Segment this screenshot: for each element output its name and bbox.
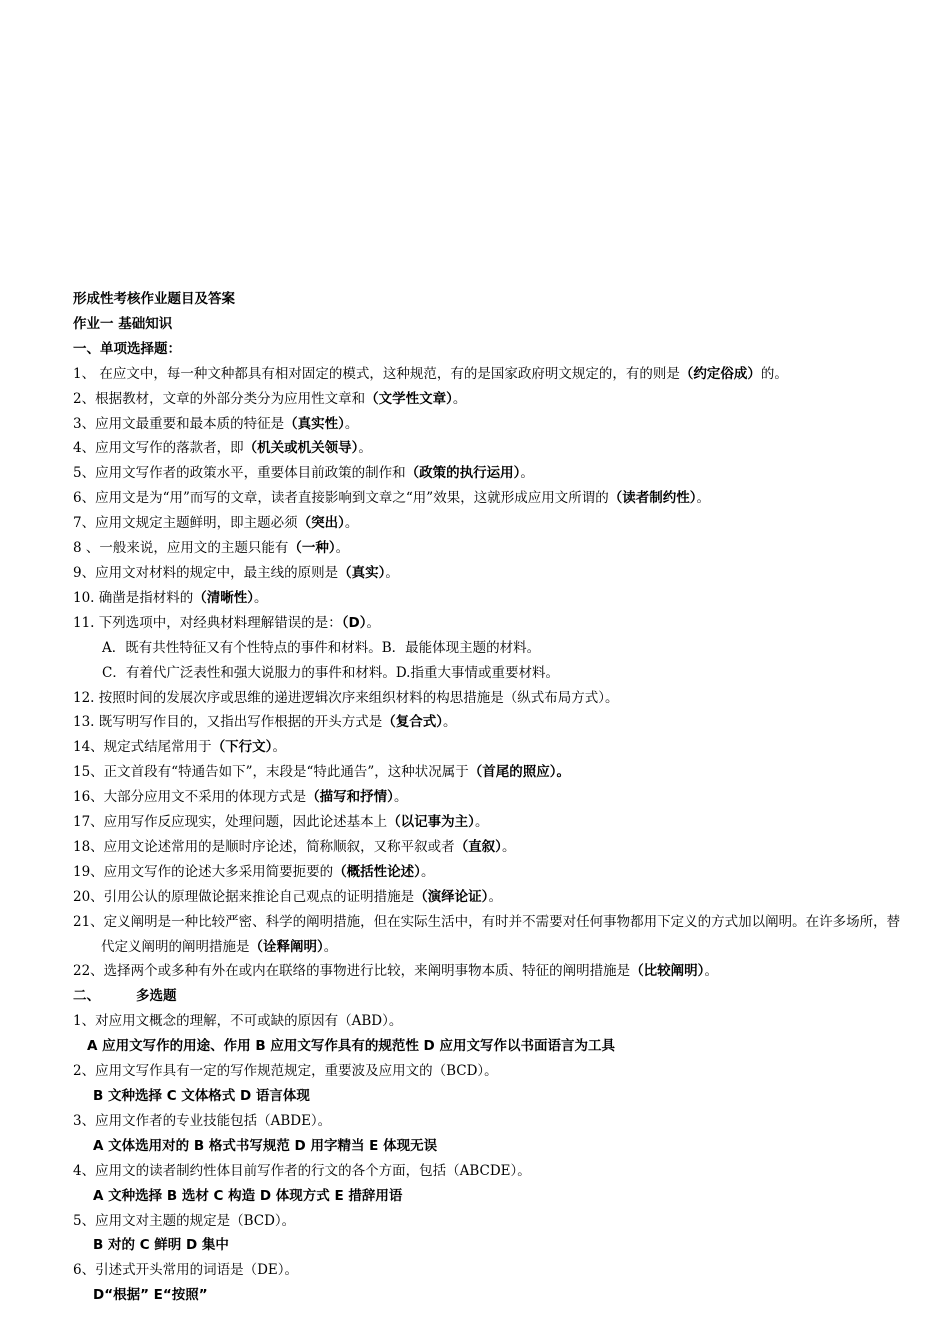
question-11-options-ab: A．既有共性特征又有个性特点的事件和材料。B．最能体现主题的材料。: [102, 639, 541, 656]
answer: （D）: [341, 614, 367, 631]
multi-question-1: 1、对应用文概念的理解，不可或缺的原因有（ABD）。: [73, 1013, 403, 1030]
question-4: 4、应用文写作的落款者，即（机关或机关领导）。: [73, 440, 372, 457]
answer: （下行文）: [211, 739, 273, 756]
multi-question-6: 6、引述式开头常用的词语是（DE）。: [73, 1262, 299, 1279]
question-12: 12. 按照时间的发展次序或思维的递进逻辑次序来组织材料的构思措施是（纵式布局方式）。: [73, 689, 619, 706]
question-21: 21、定义阐明是一种比较严密、科学的阐明措施，但在实际生活中，有时并不需要对任何事物都用下定义的方式加以阐明。在许多场所，替代定义阐明的阐明措施是（诠释阐明）。: [73, 913, 901, 955]
assignment-heading: 作业一 基础知识: [73, 315, 173, 332]
answer: （真实性）: [284, 415, 345, 432]
multi-question-2: 2、应用文写作具有一定的写作规范规定，重要波及应用文的（BCD）。: [73, 1063, 498, 1080]
section-multi-choice-heading: 二、 多选题: [73, 988, 177, 1005]
question-11-options-cd: C．有着代广泛表性和强大说服力的事件和材料。D.指重大事情或重要材料。: [102, 664, 559, 681]
answer: （比较阐明）: [630, 963, 705, 980]
answer: （文学性文章）: [365, 390, 453, 407]
question-16: 16、大部分应用文不采用的体现方式是（描写和抒情）。: [73, 789, 408, 806]
question-3: 3、应用文最重要和最本质的特征是（真实性）。: [73, 415, 359, 432]
answer: （真实）: [338, 564, 386, 581]
question-19: 19、应用文写作的论述大多采用简要扼要的（概括性论述）。: [73, 863, 435, 880]
multi-answer-2: B 文种选择 C 文体格式 D 语言体现: [93, 1088, 310, 1104]
answer: （读者制约性）: [608, 490, 697, 507]
question-1: 1、 在应文中，每一种文种都具有相对固定的模式，这种规范，有的是国家政府明文规定的，有的则是（约定俗成）的。: [73, 365, 788, 382]
question-6: 6、应用文是为“用”而写的文章，读者直接影响到文章之“用”效果，这就形成应用文所谓的（读者制约性）。: [73, 490, 710, 507]
answer: （演绎论证）: [414, 888, 489, 905]
question-9: 9、应用文对材料的规定中，最主线的原则是（真实）。: [73, 564, 399, 581]
multi-answer-3: A 文体选用对的 B 格式书写规范 D 用字精当 E 体现无误: [93, 1137, 438, 1154]
answer: （机关或机关领导）: [243, 440, 359, 457]
answer: （概括性论述）: [333, 863, 421, 880]
question-22: 22、选择两个或多种有外在或内在联络的事物进行比较，来阐明事物本质、特征的阐明措施是（比较阐明）。: [73, 963, 718, 980]
multi-answer-5: B 对的 C 鲜明 D 集中: [93, 1237, 229, 1254]
multi-answer-4: A 文种选择 B 选材 C 构造 D 体现方式 E 措辞用语: [93, 1187, 403, 1204]
document-title: 形成性考核作业题目及答案: [73, 291, 235, 307]
answer: （直叙）: [454, 838, 502, 855]
question-2: 2、根据教材，文章的外部分类分为应用性文章和（文学性文章）。: [73, 390, 467, 407]
answer: （清晰性）: [193, 589, 255, 606]
answer: （首尾的照应）。: [468, 764, 571, 781]
answer: （复合式）: [382, 714, 444, 731]
question-13: 13. 既写明写作目的，又指出写作根据的开头方式是（复合式）。: [73, 714, 457, 731]
multi-question-5: 5、应用文对主题的规定是（BCD）。: [73, 1212, 296, 1229]
multi-answer-6: D“根据” E“按照”: [93, 1287, 208, 1304]
multi-answer-1: A 应用文写作的用途、作用 B 应用文写作具有的规范性 D 应用文写作以书面语言为工具: [87, 1038, 615, 1055]
answer: （诠释阐明）: [249, 938, 324, 955]
question-20: 20、引用公认的原理做论据来推论自己观点的证明措施是（演绎论证）。: [73, 888, 502, 905]
answer: （约定俗成）: [679, 365, 761, 382]
question-17: 17、应用写作反应现实，处理问题，因此论述基本上（以记事为主）。: [73, 814, 489, 831]
answer: （突出）: [297, 515, 345, 532]
question-7: 7、应用文规定主题鲜明，即主题必须（突出）。: [73, 515, 359, 532]
answer: （政策的执行运用）: [405, 465, 521, 482]
answer: （以记事为主）: [387, 814, 475, 831]
question-10: 10. 确凿是指材料的（清晰性）。: [73, 589, 268, 606]
multi-question-3: 3、应用文作者的专业技能包括（ABDE）。: [73, 1112, 332, 1129]
question-14: 14、规定式结尾常用于（下行文）。: [73, 739, 286, 756]
multi-question-4: 4、应用文的读者制约性体目前写作者的行文的各个方面，包括（ABCDE）。: [73, 1162, 531, 1179]
question-18: 18、应用文论述常用的是顺时序论述，简称顺叙，又称平叙或者（直叙）。: [73, 838, 516, 855]
answer: （描写和抒情）: [306, 789, 394, 806]
question-11: 11. 下列选项中，对经典材料理解错误的是：（D）。: [73, 614, 380, 631]
answer: （一种）: [288, 540, 336, 557]
document-body: [73, 287, 903, 1308]
question-5: 5、应用文写作者的政策水平，重要体目前政策的制作和（政策的执行运用）。: [73, 465, 534, 482]
section-single-choice-heading: 一、单项选择题：: [73, 340, 181, 357]
question-15: 15、正文首段有“特通告如下”，末段是“特此通告”，这种状况属于（首尾的照应）。: [73, 764, 571, 781]
question-8: 8 、一般来说，应用文的主题只能有（一种）。: [73, 540, 350, 557]
